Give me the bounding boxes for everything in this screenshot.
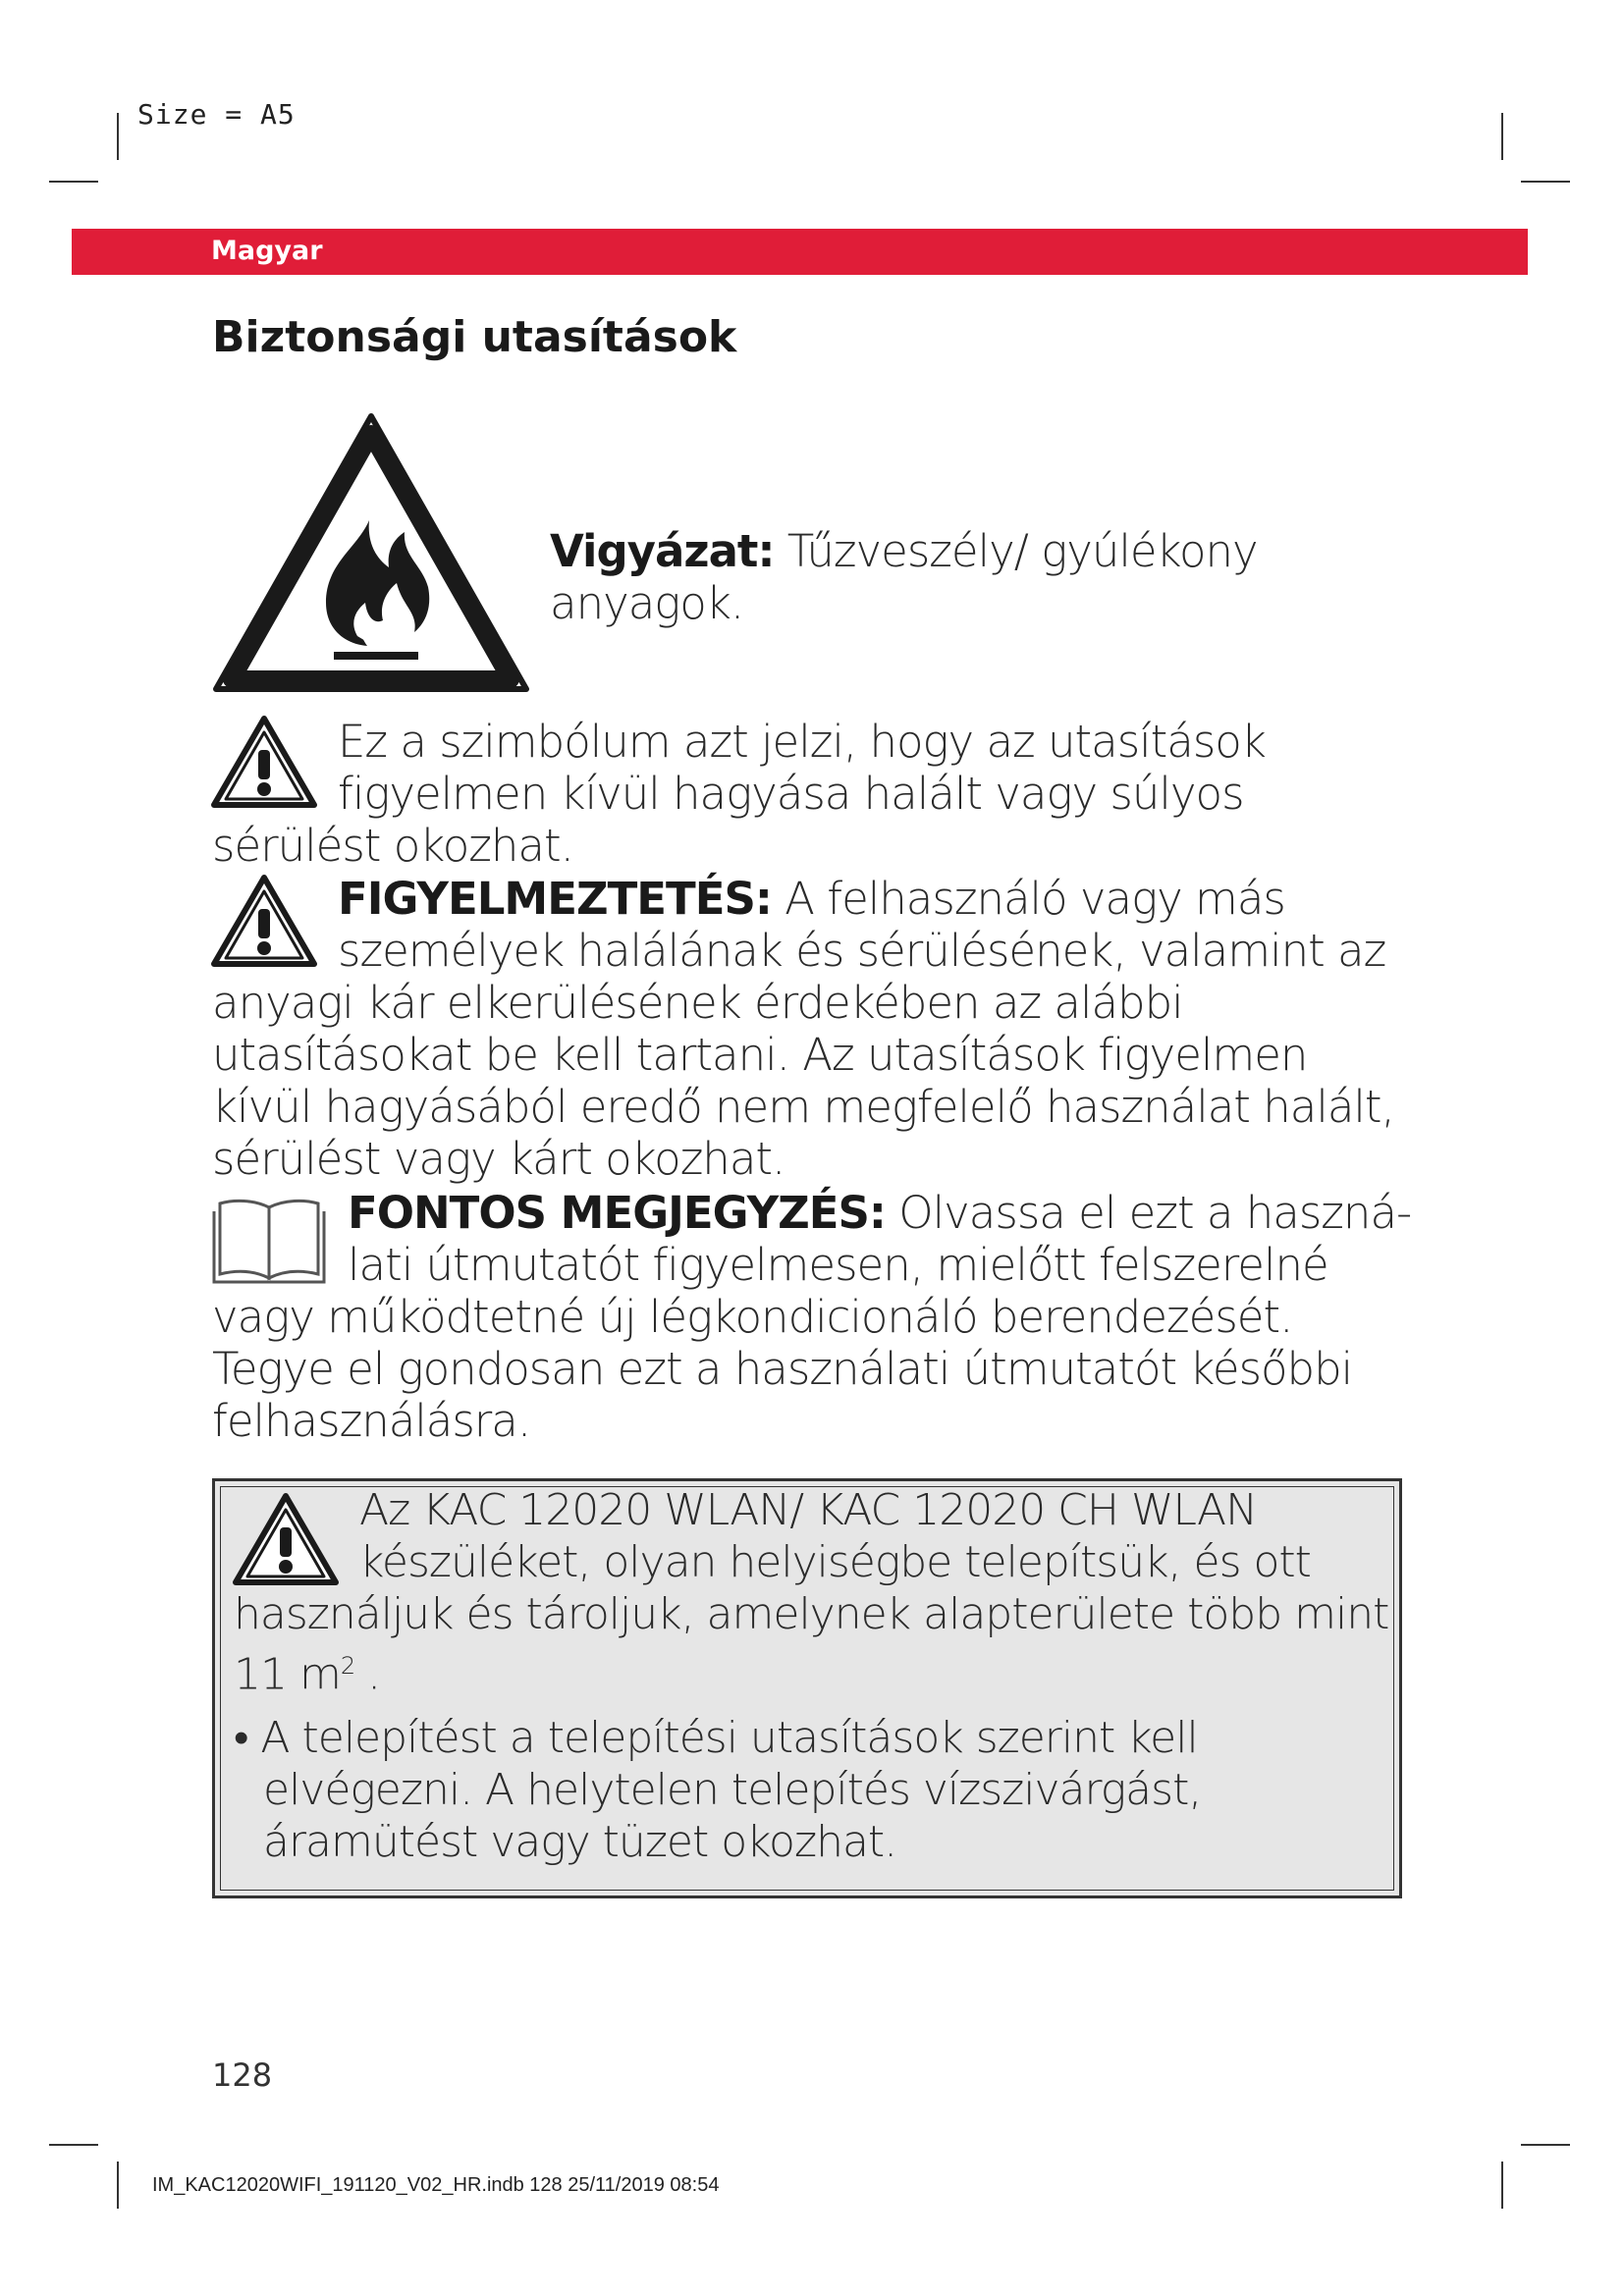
warning-line: utasításokat be kell tartani. Az utasítások figyelmen <box>212 1029 1308 1081</box>
crop-mark <box>1521 181 1570 183</box>
important-line: felhasználásra. <box>212 1395 531 1447</box>
symbol-note <box>212 716 1266 872</box>
symbol-note-line: figyelmen kívül hagyása halált vagy súlyos <box>338 768 1244 820</box>
print-size-slug: Size = A5 <box>137 98 296 131</box>
warning-line: anyagi kár elkerülésének érdekében az alábbi <box>212 977 1183 1029</box>
warning-line: személyek halálának és sérülésének, valamint az <box>338 925 1386 977</box>
important-line: Tegye el gondosan ezt a használati útmutatót későbbi <box>212 1343 1353 1395</box>
crop-mark <box>117 113 119 160</box>
warning-line: sérülést vagy kárt okozhat. <box>212 1133 785 1185</box>
crop-mark <box>1521 2144 1570 2146</box>
symbol-note-line: Ez a szimbólum azt jelzi, hogy az utasítások <box>338 716 1266 768</box>
box-line: készüléket, olyan helyiségbe telepítsük, és ott <box>359 1537 1311 1587</box>
crop-mark <box>49 181 98 183</box>
important-label: FONTOS MEGJEGYZÉS: <box>348 1187 886 1239</box>
warning-label: FIGYELMEZTETÉS: <box>338 873 772 925</box>
warning-text: A felhasználó vagy más <box>771 873 1285 925</box>
page-number: 128 <box>212 2056 273 2094</box>
box-line: Az KAC 12020 WLAN/ KAC 12020 CH WLAN <box>359 1485 1258 1535</box>
caution-text-2: anyagok. <box>550 577 744 629</box>
box-bullet-list <box>234 1712 1201 1868</box>
language-bar <box>72 229 1528 275</box>
flammable-warning-icon <box>210 410 532 697</box>
room-area-unit-exponent: 2 <box>340 1652 355 1680</box>
crop-mark <box>1501 2162 1503 2209</box>
crop-mark <box>117 2162 119 2209</box>
caution-notice <box>550 525 1258 629</box>
crop-mark <box>49 2144 98 2146</box>
bullet-glyph: • <box>234 1713 248 1763</box>
room-area-end: . <box>354 1649 381 1700</box>
page-title: Biztonsági utasítások <box>212 312 737 362</box>
important-notice <box>212 1187 1411 1447</box>
room-area-value: 11 m <box>234 1649 341 1700</box>
box-line: használjuk és tároljuk, amelynek alapterülete több mint <box>234 1589 1389 1639</box>
warning-notice <box>212 873 1394 1185</box>
important-text: Olvassa el ezt a haszná- <box>885 1187 1412 1239</box>
box-text <box>234 1484 1388 1701</box>
symbol-note-line: sérülést okozhat. <box>212 820 573 872</box>
caution-label: Vigyázat: <box>550 525 775 577</box>
language-label: Magyar <box>211 236 323 266</box>
bullet-line: elvégezni. A helytelen telepítés vízszivárgást, <box>263 1765 1202 1815</box>
caution-text: Tűzveszély/ gyúlékony <box>774 525 1258 577</box>
bullet-line: áramütést vagy tüzet okozhat. <box>263 1817 897 1867</box>
crop-mark <box>1501 113 1503 160</box>
bullet-line: A telepítést a telepítési utasítások szerint kell <box>260 1713 1198 1763</box>
important-line: vagy működtetné új légkondicionáló berendezését. <box>212 1291 1293 1343</box>
print-footer-slug: IM_KAC12020WIFI_191120_V02_HR.indb 128 25/11/2019 08:54 <box>152 2174 720 2196</box>
warning-line: kívül hagyásából eredő nem megfelelő használat halált, <box>212 1081 1394 1133</box>
important-line: lati útmutatót figyelmesen, mielőtt felszerelné <box>348 1239 1328 1291</box>
